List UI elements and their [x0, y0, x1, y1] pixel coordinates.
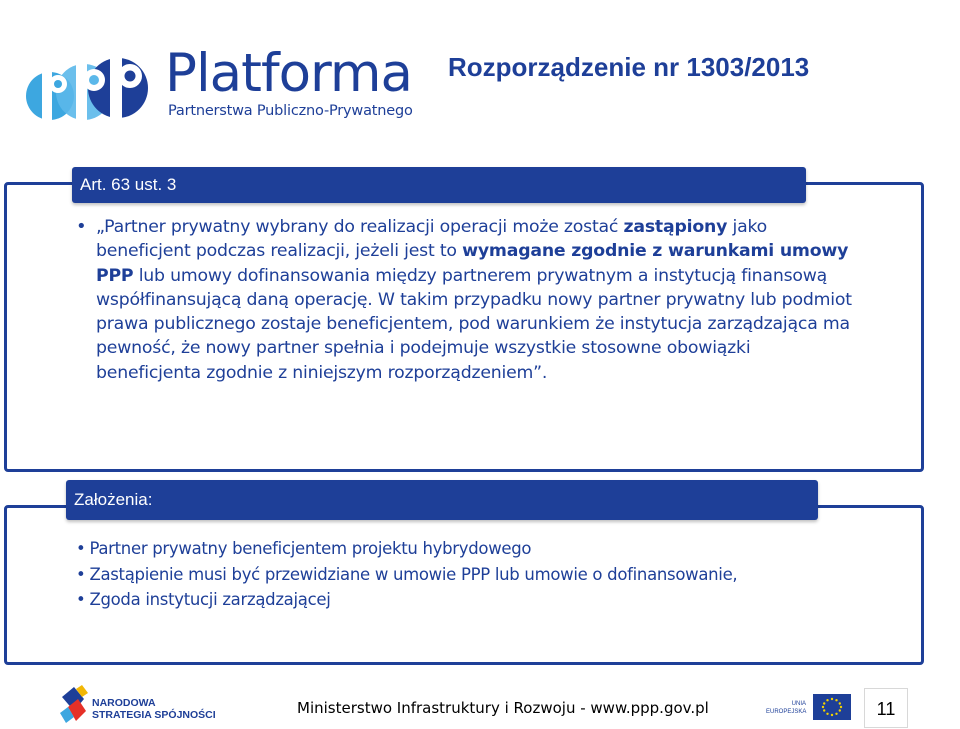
quote-emphasis: zastąpiony — [623, 217, 728, 237]
article-quote — [96, 215, 856, 385]
quote-bullet: • — [76, 216, 87, 237]
list-item: • Partner prywatny beneficjentem projektu hybrydowego — [76, 536, 906, 562]
quote-part: „Partner prywatny wybrany do realizacji operacji może zostać — [96, 217, 624, 237]
page-number: 11 — [864, 688, 908, 728]
nss-logo-text — [92, 697, 216, 721]
quote-part: jako beneficjent podczas realizacji, jeżeli jest to — [96, 217, 768, 262]
eu-line: UNIA — [791, 701, 806, 707]
list-item: • Zgoda instytucji zarządzającej — [76, 587, 906, 613]
nss-line: NARODOWA — [92, 697, 156, 709]
logo-subtitle: Partnerstwa Publiczno-Prywatnego — [168, 103, 413, 119]
quote-part: lub umowy dofinansowania między partnerem prywatnym a instytucją finansową współfinansującą daną operację. W takim przypadku nowy partner prywatny lub podmiot prawa publicznego zostaje beneficjentem, pod warunkiem że instytucja zarządzająca ma pewność, że nowy partner spełnia i podejmuje wszystkie stosowne obowiązki beneficjenta zgodnie z niniejszym rozporządzeniem”. — [96, 265, 852, 383]
list-item: • Zastąpienie musi być przewidziane w umowie PPP lub umowie o dofinansowanie, — [76, 562, 906, 588]
slide-title: Rozporządzenie nr 1303/2013 — [448, 52, 810, 82]
nss-line: STRATEGIA SPÓJNOŚCI — [92, 709, 216, 721]
eu-line: EUROPEJSKA — [766, 709, 807, 715]
logo-wordmark: Platforma — [165, 43, 412, 104]
eu-flag-icon — [813, 694, 851, 720]
assumptions-list — [76, 536, 906, 613]
eu-label — [766, 700, 806, 716]
footer-ministry: Ministerstwo Infrastruktury i Rozwoju - www.ppp.gov.pl — [297, 699, 709, 717]
assumptions-tab: Założenia: — [66, 480, 818, 520]
quote-emphasis: wymagane zgodnie z warunkami umowy PPP — [96, 241, 849, 286]
article-tab: Art. 63 ust. 3 — [72, 167, 806, 203]
